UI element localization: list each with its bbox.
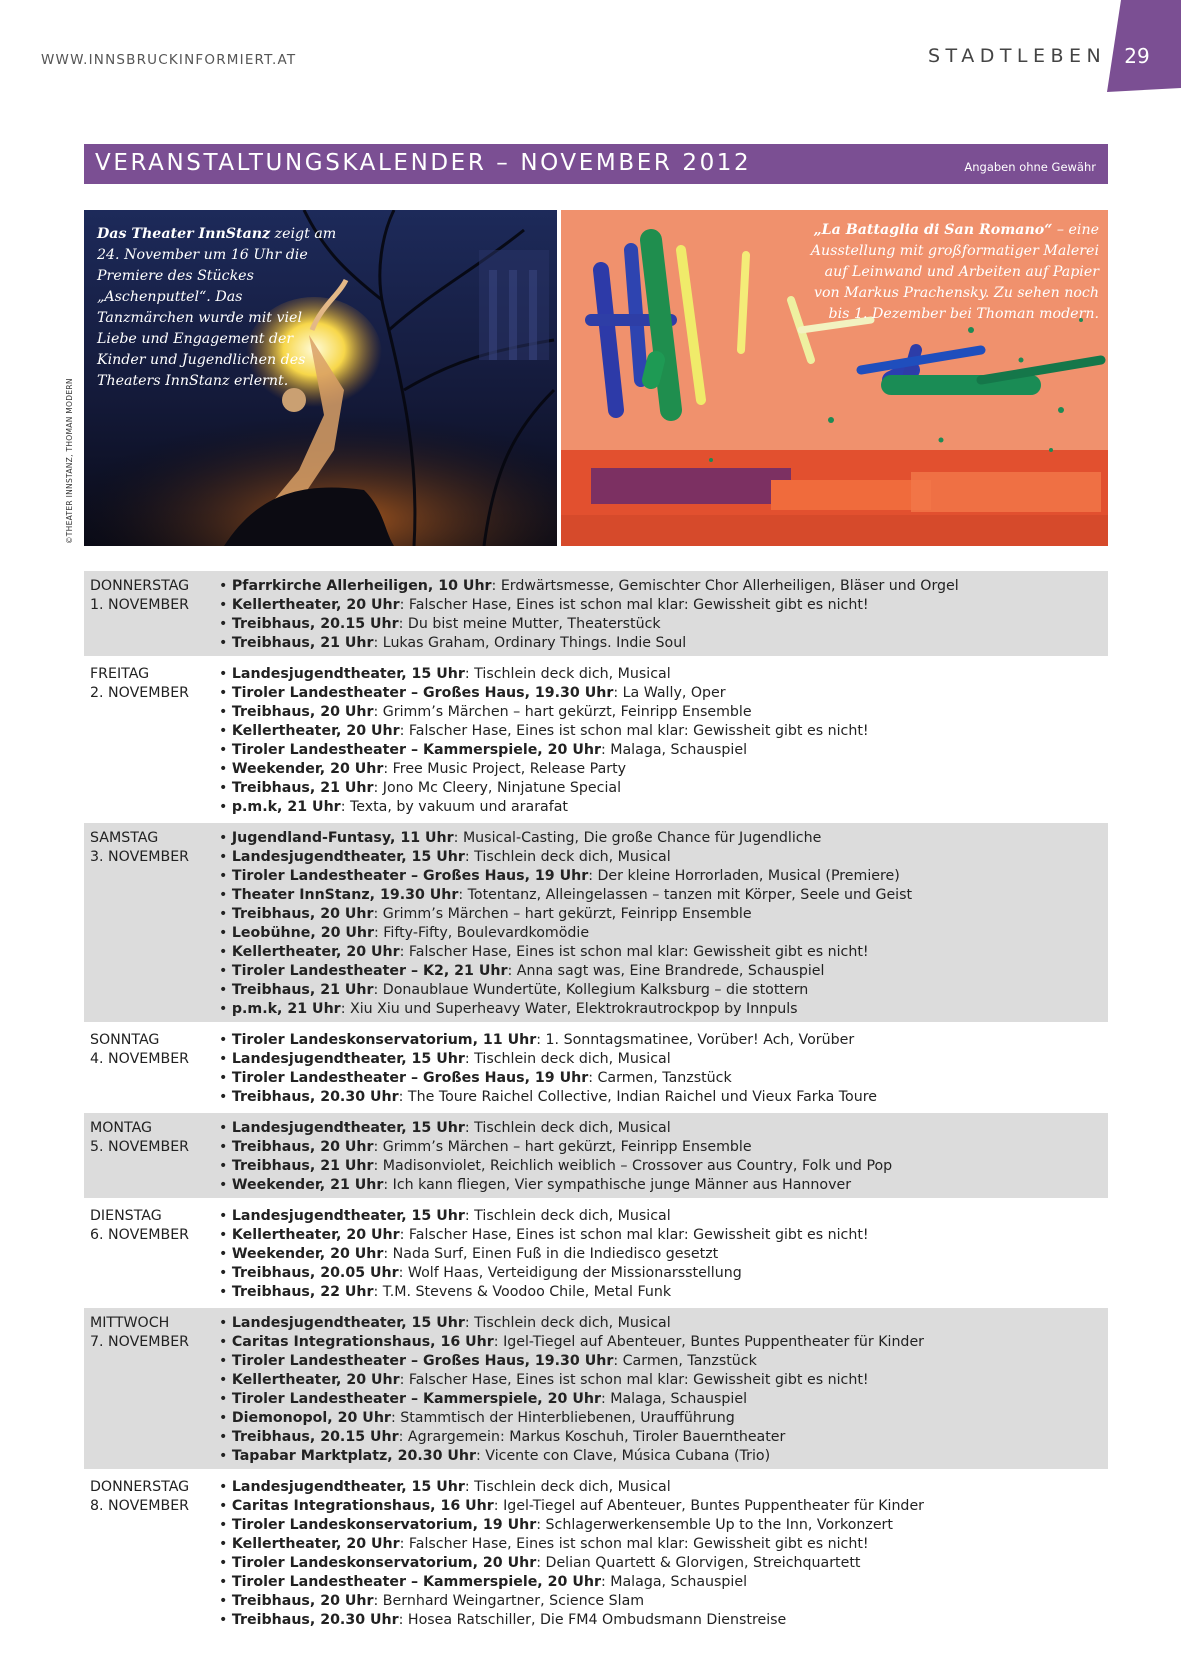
- event-venue: Treibhaus, 21 Uhr: [231, 1158, 374, 1174]
- bullet-icon: •: [219, 1574, 232, 1590]
- bullet-icon: •: [219, 1227, 232, 1243]
- event-venue: Tiroler Landestheater – Großes Haus, 19.30 Uhr: [231, 1353, 614, 1369]
- event-description: : Malaga, Schauspiel: [600, 1391, 748, 1407]
- day-row: [84, 823, 1108, 1022]
- event-venue: Tiroler Landeskonservatorium, 20 Uhr: [231, 1555, 537, 1571]
- bullet-icon: •: [219, 635, 232, 651]
- bullet-icon: •: [219, 723, 232, 739]
- event-venue: Treibhaus, 20 Uhr: [231, 1593, 374, 1609]
- event-description: : Carmen, Tanzstück: [613, 1353, 757, 1369]
- event-description: : Jono Mc Cleery, Ninjatune Special: [373, 780, 622, 796]
- event-item: [219, 596, 1108, 615]
- day-row: [84, 1113, 1108, 1198]
- event-venue: Treibhaus, 22 Uhr: [231, 1284, 374, 1300]
- date: 6. NOVEMBER: [90, 1227, 190, 1243]
- event-description: : Tischlein deck dich, Musical: [464, 666, 671, 682]
- event-list: [219, 1207, 1108, 1302]
- event-description: : Malaga, Schauspiel: [600, 742, 748, 758]
- event-venue: Tapabar Marktplatz, 20.30 Uhr: [231, 1448, 477, 1464]
- event-venue: Tiroler Landestheater – Großes Haus, 19 Uhr: [231, 1070, 589, 1086]
- event-item: [219, 1554, 1108, 1573]
- event-item: [219, 1447, 1108, 1466]
- event-description: : Anna sagt was, Eine Brandrede, Schauspiel: [507, 963, 825, 979]
- event-venue: Treibhaus, 20.15 Uhr: [231, 616, 399, 632]
- event-item: [219, 905, 1108, 924]
- bullet-icon: •: [219, 849, 232, 865]
- event-venue: Tiroler Landestheater – Großes Haus, 19.30 Uhr: [231, 685, 614, 701]
- event-venue: Weekender, 20 Uhr: [231, 761, 384, 777]
- event-description: : Schlagerwerkensemble Up to the Inn, Vorkonzert: [536, 1517, 893, 1533]
- event-venue: p.m.k, 21 Uhr: [231, 1001, 341, 1017]
- event-item: [219, 1119, 1108, 1138]
- day-label: [84, 829, 219, 1019]
- event-item: [219, 798, 1108, 817]
- event-item: [219, 1176, 1108, 1195]
- event-venue: Kellertheater, 20 Uhr: [231, 723, 400, 739]
- event-description: : Wolf Haas, Verteidigung der Missionarsstellung: [398, 1265, 742, 1281]
- event-venue: Landesjugendtheater, 15 Uhr: [231, 1479, 465, 1495]
- bullet-icon: •: [219, 925, 232, 941]
- dancer-caption-text: zeigt am 24. November um 16 Uhr die Premiere des Stückes „Aschenputtel“. Das Tanzmärchen wurde mit viel Liebe und Engagement der Kinder und Jugendlichen des Theaters InnStanz erlernt.: [97, 226, 337, 389]
- bullet-icon: •: [219, 742, 232, 758]
- event-description: : Falscher Hase, Eines ist schon mal klar: Gewissheit gibt es nicht!: [399, 1372, 869, 1388]
- event-item: [219, 886, 1108, 905]
- bullet-icon: •: [219, 761, 232, 777]
- event-item: [219, 1352, 1108, 1371]
- event-item: [219, 779, 1108, 798]
- event-description: : Falscher Hase, Eines ist schon mal klar: Gewissheit gibt es nicht!: [399, 1227, 869, 1243]
- event-description: : Delian Quartett & Glorvigen, Streichquartett: [536, 1555, 861, 1571]
- date: 8. NOVEMBER: [90, 1498, 190, 1514]
- event-venue: Kellertheater, 20 Uhr: [231, 1372, 400, 1388]
- date: 7. NOVEMBER: [90, 1334, 190, 1350]
- bullet-icon: •: [219, 1410, 232, 1426]
- bullet-icon: •: [219, 616, 232, 632]
- day-row: [84, 1025, 1108, 1110]
- bullet-icon: •: [219, 578, 232, 594]
- event-venue: Treibhaus, 20 Uhr: [231, 906, 374, 922]
- event-description: : Igel-Tiegel auf Abenteuer, Buntes Puppentheater für Kinder: [493, 1334, 925, 1350]
- event-venue: Treibhaus, 20.30 Uhr: [231, 1089, 399, 1105]
- bullet-icon: •: [219, 1177, 232, 1193]
- bullet-icon: •: [219, 1498, 232, 1514]
- event-item: [219, 829, 1108, 848]
- event-item: [219, 760, 1108, 779]
- event-venue: Weekender, 21 Uhr: [231, 1177, 384, 1193]
- event-item: [219, 1138, 1108, 1157]
- painting-caption: [809, 220, 1099, 325]
- day-row: [84, 1201, 1108, 1305]
- day-row: [84, 571, 1108, 656]
- day-label: [84, 1478, 219, 1630]
- event-description: : Tischlein deck dich, Musical: [464, 1120, 671, 1136]
- event-list: [219, 829, 1108, 1019]
- bullet-icon: •: [219, 1032, 232, 1048]
- event-venue: Kellertheater, 20 Uhr: [231, 1227, 400, 1243]
- date: 4. NOVEMBER: [90, 1051, 190, 1067]
- bullet-icon: •: [219, 1448, 232, 1464]
- event-item: [219, 1611, 1108, 1630]
- date: 5. NOVEMBER: [90, 1139, 190, 1155]
- event-venue: Treibhaus, 20.15 Uhr: [231, 1429, 399, 1445]
- painting-caption-lead: „La Battaglia di San Romano“: [813, 222, 1053, 238]
- page-number: 29: [1124, 44, 1150, 68]
- bullet-icon: •: [219, 1120, 232, 1136]
- event-venue: Theater InnStanz, 19.30 Uhr: [231, 887, 459, 903]
- weekday: DIENSTAG: [90, 1208, 162, 1224]
- event-venue: Caritas Integrationshaus, 16 Uhr: [231, 1334, 494, 1350]
- bullet-icon: •: [219, 887, 232, 903]
- event-description: : Free Music Project, Release Party: [383, 761, 627, 777]
- weekday: DONNERSTAG: [90, 1479, 190, 1495]
- day-label: [84, 1314, 219, 1466]
- weekday: SONNTAG: [90, 1032, 160, 1048]
- bullet-icon: •: [219, 1536, 232, 1552]
- bullet-icon: •: [219, 597, 232, 613]
- bullet-icon: •: [219, 982, 232, 998]
- bullet-icon: •: [219, 1139, 232, 1155]
- event-venue: Tiroler Landestheater – Kammerspiele, 20 Uhr: [231, 742, 601, 758]
- event-venue: Kellertheater, 20 Uhr: [231, 944, 400, 960]
- event-venue: p.m.k, 21 Uhr: [231, 799, 341, 815]
- event-description: : Erdwärtsmesse, Gemischter Chor Allerheiligen, Bläser und Orgel: [491, 578, 959, 594]
- bullet-icon: •: [219, 1372, 232, 1388]
- event-description: : Nada Surf, Einen Fuß in die Indiedisco gesetzt: [383, 1246, 719, 1262]
- bullet-icon: •: [219, 799, 232, 815]
- event-item: [219, 1409, 1108, 1428]
- event-item: [219, 1497, 1108, 1516]
- event-item: [219, 867, 1108, 886]
- event-description: : Falscher Hase, Eines ist schon mal klar: Gewissheit gibt es nicht!: [399, 597, 869, 613]
- event-description: : Madisonviolet, Reichlich weiblich – Crossover aus Country, Folk und Pop: [373, 1158, 893, 1174]
- dancer-caption: [97, 224, 337, 392]
- event-description: : Malaga, Schauspiel: [600, 1574, 748, 1590]
- event-description: : Tischlein deck dich, Musical: [464, 1479, 671, 1495]
- event-item: [219, 722, 1108, 741]
- event-item: [219, 1069, 1108, 1088]
- event-description: : Tischlein deck dich, Musical: [464, 1208, 671, 1224]
- event-description: : Totentanz, Alleingelassen – tanzen mit Körper, Seele und Geist: [458, 887, 913, 903]
- day-label: [84, 665, 219, 817]
- calendar-banner: [84, 144, 1108, 184]
- day-label: [84, 1119, 219, 1195]
- bullet-icon: •: [219, 1051, 232, 1067]
- event-item: [219, 1516, 1108, 1535]
- bullet-icon: •: [219, 963, 232, 979]
- bullet-icon: •: [219, 1479, 232, 1495]
- bullet-icon: •: [219, 1070, 232, 1086]
- event-description: : 1. Sonntagsmatinee, Vorüber! Ach, Vorüber: [536, 1032, 855, 1048]
- event-venue: Kellertheater, 20 Uhr: [231, 597, 400, 613]
- weekday: FREITAG: [90, 666, 150, 682]
- event-venue: Landesjugendtheater, 15 Uhr: [231, 666, 465, 682]
- event-venue: Tiroler Landestheater – Kammerspiele, 20 Uhr: [231, 1574, 601, 1590]
- event-venue: Kellertheater, 20 Uhr: [231, 1536, 400, 1552]
- bullet-icon: •: [219, 1517, 232, 1533]
- event-item: [219, 943, 1108, 962]
- event-venue: Tiroler Landestheater – K2, 21 Uhr: [231, 963, 508, 979]
- event-item: [219, 577, 1108, 596]
- event-list: [219, 1478, 1108, 1630]
- event-venue: Landesjugendtheater, 15 Uhr: [231, 1315, 465, 1331]
- bullet-icon: •: [219, 1429, 232, 1445]
- event-item: [219, 684, 1108, 703]
- bullet-icon: •: [219, 1612, 232, 1628]
- bullet-icon: •: [219, 1353, 232, 1369]
- event-description: : La Wally, Oper: [613, 685, 726, 701]
- event-venue: Treibhaus, 20 Uhr: [231, 1139, 374, 1155]
- event-venue: Landesjugendtheater, 15 Uhr: [231, 849, 465, 865]
- bullet-icon: •: [219, 666, 232, 682]
- weekday: MITTWOCH: [90, 1315, 170, 1331]
- event-venue: Treibhaus, 21 Uhr: [231, 635, 374, 651]
- disclaimer-note: Angaben ohne Gewähr: [964, 160, 1096, 174]
- bullet-icon: •: [219, 1315, 232, 1331]
- event-description: : Falscher Hase, Eines ist schon mal klar: Gewissheit gibt es nicht!: [399, 1536, 869, 1552]
- event-description: : Tischlein deck dich, Musical: [464, 1051, 671, 1067]
- bullet-icon: •: [219, 868, 232, 884]
- event-description: : Bernhard Weingartner, Science Slam: [373, 1593, 645, 1609]
- day-label: [84, 577, 219, 653]
- event-venue: Landesjugendtheater, 15 Uhr: [231, 1208, 465, 1224]
- bullet-icon: •: [219, 830, 232, 846]
- event-item: [219, 962, 1108, 981]
- event-item: [219, 1088, 1108, 1107]
- bullet-icon: •: [219, 1334, 232, 1350]
- event-description: : The Toure Raichel Collective, Indian Raichel und Vieux Farka Toure: [398, 1089, 877, 1105]
- event-description: : Grimm’s Märchen – hart gekürzt, Feinripp Ensemble: [373, 906, 752, 922]
- event-venue: Leobühne, 20 Uhr: [231, 925, 375, 941]
- date: 1. NOVEMBER: [90, 597, 190, 613]
- day-row: [84, 659, 1108, 820]
- event-description: : Texta, by vakuum und ararafat: [340, 799, 568, 815]
- event-list: [219, 1119, 1108, 1195]
- day-label: [84, 1031, 219, 1107]
- weekday: MONTAG: [90, 1120, 153, 1136]
- event-venue: Treibhaus, 20 Uhr: [231, 704, 374, 720]
- event-venue: Treibhaus, 20.05 Uhr: [231, 1265, 399, 1281]
- event-venue: Pfarrkirche Allerheiligen, 10 Uhr: [231, 578, 492, 594]
- event-item: [219, 1264, 1108, 1283]
- event-description: : Vicente con Clave, Música Cubana (Trio): [476, 1448, 771, 1464]
- day-row: [84, 1472, 1108, 1633]
- event-venue: Tiroler Landeskonservatorium, 11 Uhr: [231, 1032, 537, 1048]
- event-item: [219, 634, 1108, 653]
- event-venue: Landesjugendtheater, 15 Uhr: [231, 1120, 465, 1136]
- bullet-icon: •: [219, 1246, 232, 1262]
- painting-caption-text: – eine Ausstellung mit großformatiger Malerei auf Leinwand und Arbeiten auf Papier von Markus Prachensky. Zu sehen noch bis 1. Dezember bei Thoman modern.: [810, 222, 1099, 322]
- event-venue: Treibhaus, 21 Uhr: [231, 780, 374, 796]
- date: 2. NOVEMBER: [90, 685, 190, 701]
- event-venue: Tiroler Landestheater – Kammerspiele, 20 Uhr: [231, 1391, 601, 1407]
- event-list: [219, 1314, 1108, 1466]
- event-item: [219, 1371, 1108, 1390]
- photo-credit: ©THEATER INNSTANZ, THOMAN MODERN: [65, 378, 74, 544]
- calendar-title: VERANSTALTUNGSKALENDER – NOVEMBER 2012: [95, 150, 752, 176]
- bullet-icon: •: [219, 1284, 232, 1300]
- bullet-icon: •: [219, 1265, 232, 1281]
- weekday: DONNERSTAG: [90, 578, 190, 594]
- event-description: : Stammtisch der Hinterbliebenen, Uraufführung: [390, 1410, 735, 1426]
- event-venue: Diemonopol, 20 Uhr: [231, 1410, 391, 1426]
- event-description: : Donaublaue Wundertüte, Kollegium Kalksburg – die stottern: [373, 982, 809, 998]
- event-venue: Tiroler Landestheater – Großes Haus, 19 Uhr: [231, 868, 589, 884]
- event-venue: Tiroler Landeskonservatorium, 19 Uhr: [231, 1517, 537, 1533]
- bullet-icon: •: [219, 1089, 232, 1105]
- event-description: : Fifty-Fifty, Boulevardkomödie: [374, 925, 590, 941]
- event-description: : Igel-Tiegel auf Abenteuer, Buntes Puppentheater für Kinder: [493, 1498, 925, 1514]
- event-item: [219, 1245, 1108, 1264]
- event-venue: Treibhaus, 21 Uhr: [231, 982, 374, 998]
- event-item: [219, 741, 1108, 760]
- bullet-icon: •: [219, 1158, 232, 1174]
- event-item: [219, 615, 1108, 634]
- event-item: [219, 981, 1108, 1000]
- event-item: [219, 848, 1108, 867]
- day-label: [84, 1207, 219, 1302]
- event-description: : Carmen, Tanzstück: [588, 1070, 732, 1086]
- event-list: [219, 1031, 1108, 1107]
- event-description: : Tischlein deck dich, Musical: [464, 849, 671, 865]
- section-label: STADTLEBEN: [928, 45, 1107, 67]
- event-description: : Agrargemein: Markus Koschuh, Tiroler Bauerntheater: [398, 1429, 786, 1445]
- event-description: : Tischlein deck dich, Musical: [464, 1315, 671, 1331]
- event-description: : Ich kann fliegen, Vier sympathische junge Männer aus Hannover: [383, 1177, 852, 1193]
- event-description: : Hosea Ratschiller, Die FM4 Ombudsmann Dienstreise: [398, 1612, 787, 1628]
- event-description: : Lukas Graham, Ordinary Things. Indie Soul: [373, 635, 687, 651]
- bullet-icon: •: [219, 704, 232, 720]
- event-item: [219, 1157, 1108, 1176]
- event-item: [219, 1478, 1108, 1497]
- event-item: [219, 1207, 1108, 1226]
- event-item: [219, 703, 1108, 722]
- event-description: : Grimm’s Märchen – hart gekürzt, Feinripp Ensemble: [373, 704, 752, 720]
- event-item: [219, 924, 1108, 943]
- event-description: : Der kleine Horrorladen, Musical (Premiere): [588, 868, 900, 884]
- event-item: [219, 665, 1108, 684]
- event-venue: Caritas Integrationshaus, 16 Uhr: [231, 1498, 494, 1514]
- bullet-icon: •: [219, 780, 232, 796]
- event-item: [219, 1050, 1108, 1069]
- event-item: [219, 1000, 1108, 1019]
- dancer-caption-lead: Das Theater InnStanz: [97, 226, 271, 242]
- event-item: [219, 1314, 1108, 1333]
- weekday: SAMSTAG: [90, 830, 159, 846]
- event-item: [219, 1283, 1108, 1302]
- bullet-icon: •: [219, 1593, 232, 1609]
- date: 3. NOVEMBER: [90, 849, 190, 865]
- event-description: : Du bist meine Mutter, Theaterstück: [398, 616, 661, 632]
- event-description: : T.M. Stevens & Voodoo Chile, Metal Funk: [373, 1284, 672, 1300]
- event-description: : Musical-Casting, Die große Chance für Jugendliche: [453, 830, 822, 846]
- bullet-icon: •: [219, 1555, 232, 1571]
- event-calendar: [84, 571, 1108, 1636]
- event-venue: Treibhaus, 20.30 Uhr: [231, 1612, 399, 1628]
- event-item: [219, 1390, 1108, 1409]
- bullet-icon: •: [219, 685, 232, 701]
- event-item: [219, 1573, 1108, 1592]
- event-description: : Grimm’s Märchen – hart gekürzt, Feinripp Ensemble: [373, 1139, 752, 1155]
- event-list: [219, 665, 1108, 817]
- event-item: [219, 1535, 1108, 1554]
- bullet-icon: •: [219, 1391, 232, 1407]
- event-venue: Landesjugendtheater, 15 Uhr: [231, 1051, 465, 1067]
- event-venue: Weekender, 20 Uhr: [231, 1246, 384, 1262]
- event-item: [219, 1428, 1108, 1447]
- dancer-photo: [84, 210, 557, 546]
- bullet-icon: •: [219, 944, 232, 960]
- day-row: [84, 1308, 1108, 1469]
- bullet-icon: •: [219, 1208, 232, 1224]
- event-item: [219, 1226, 1108, 1245]
- event-description: : Falscher Hase, Eines ist schon mal klar: Gewissheit gibt es nicht!: [399, 944, 869, 960]
- event-venue: Jugendland-Funtasy, 11 Uhr: [231, 830, 454, 846]
- bullet-icon: •: [219, 906, 232, 922]
- event-description: : Xiu Xiu und Superheavy Water, Elektrokrautrockpop by Innpuls: [340, 1001, 798, 1017]
- site-url: WWW.INNSBRUCKINFORMIERT.AT: [41, 52, 297, 68]
- event-list: [219, 577, 1108, 653]
- painting-photo: [561, 210, 1108, 546]
- bullet-icon: •: [219, 1001, 232, 1017]
- event-item: [219, 1031, 1108, 1050]
- event-item: [219, 1592, 1108, 1611]
- event-description: : Falscher Hase, Eines ist schon mal klar: Gewissheit gibt es nicht!: [399, 723, 869, 739]
- event-item: [219, 1333, 1108, 1352]
